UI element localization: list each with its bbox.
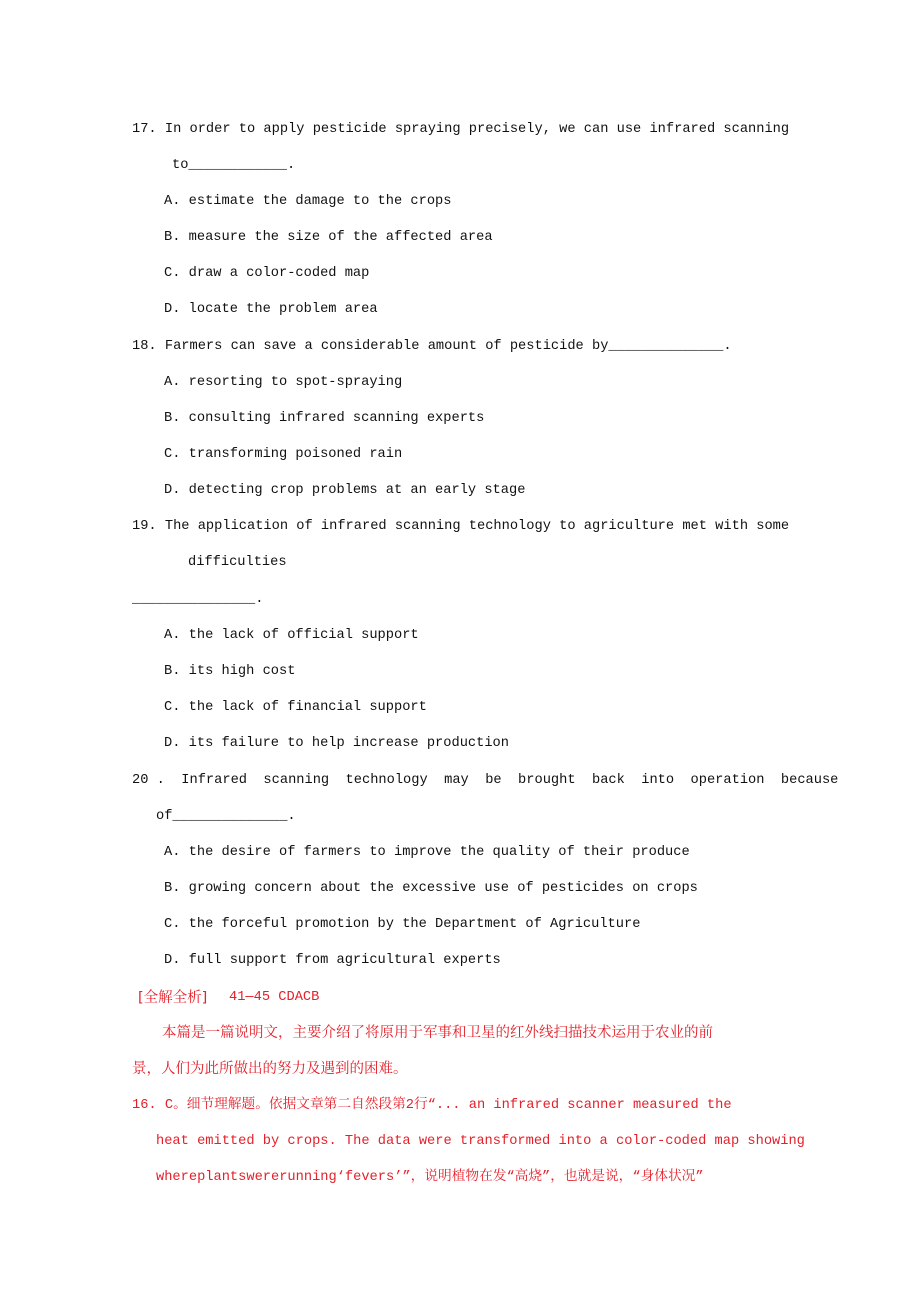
option-18c: C. transforming poisoned rain	[164, 447, 403, 462]
analysis-heading: [全解全析]	[138, 990, 208, 1006]
answer-16-line1: 16. C。细节理解题。依据文章第二自然段第2行“... an infrared scanner measured the	[132, 1098, 732, 1113]
question-17-stem: 17. In order to apply pesticide spraying precisely, we can use infrared scanning	[132, 122, 790, 137]
option-20c: C. the forceful promotion by the Department of Agriculture	[164, 917, 641, 932]
option-20a: A. the desire of farmers to improve the quality of their produce	[164, 845, 690, 860]
option-19b: B. its high cost	[164, 664, 296, 679]
option-19a: A. the lack of official support	[164, 628, 419, 643]
question-19-blank: _______________.	[132, 592, 264, 607]
option-20b: B. growing concern about the excessive use of pesticides on crops	[164, 881, 698, 896]
option-17c: C. draw a color-coded map	[164, 266, 370, 281]
answer-16-line2: heat emitted by crops. The data were transformed into a color-coded map showing	[156, 1134, 805, 1149]
option-18b: B. consulting infrared scanning experts	[164, 411, 485, 426]
option-19c: C. the lack of financial support	[164, 700, 427, 715]
question-19-stem: 19. The application of infrared scanning technology to agriculture met with some	[132, 519, 790, 534]
answer-key: 41—45 CDACB	[229, 990, 320, 1005]
question-18-stem: 18. Farmers can save a considerable amount of pesticide by______________.	[132, 339, 732, 354]
option-20d: D. full support from agricultural experts	[164, 953, 501, 968]
question-20-stem-cont: of______________.	[156, 809, 296, 824]
question-20-stem: 20 . Infrared scanning technology may be brought back into operation because	[132, 773, 839, 788]
option-17a: A. estimate the damage to the crops	[164, 194, 452, 209]
option-18a: A. resorting to spot-spraying	[164, 375, 403, 390]
analysis-summary-line1: 本篇是一篇说明文，主要介绍了将原用于军事和卫星的红外线扫描技术运用于农业的前	[162, 1025, 713, 1041]
question-17-stem-cont: to____________.	[172, 158, 296, 173]
option-18d: D. detecting crop problems at an early stage	[164, 483, 526, 498]
analysis-summary-line2: 景，人们为此所做出的努力及遇到的困难。	[132, 1061, 408, 1077]
answer-16-line3: whereplantswererunning‘fevers’”，说明植物在发“高烧”，也就是说，“身体状况”	[156, 1170, 704, 1185]
option-17b: B. measure the size of the affected area	[164, 230, 493, 245]
question-19-stem-cont: difficulties	[188, 555, 287, 570]
option-17d: D. locate the problem area	[164, 302, 378, 317]
option-19d: D. its failure to help increase production	[164, 736, 509, 751]
